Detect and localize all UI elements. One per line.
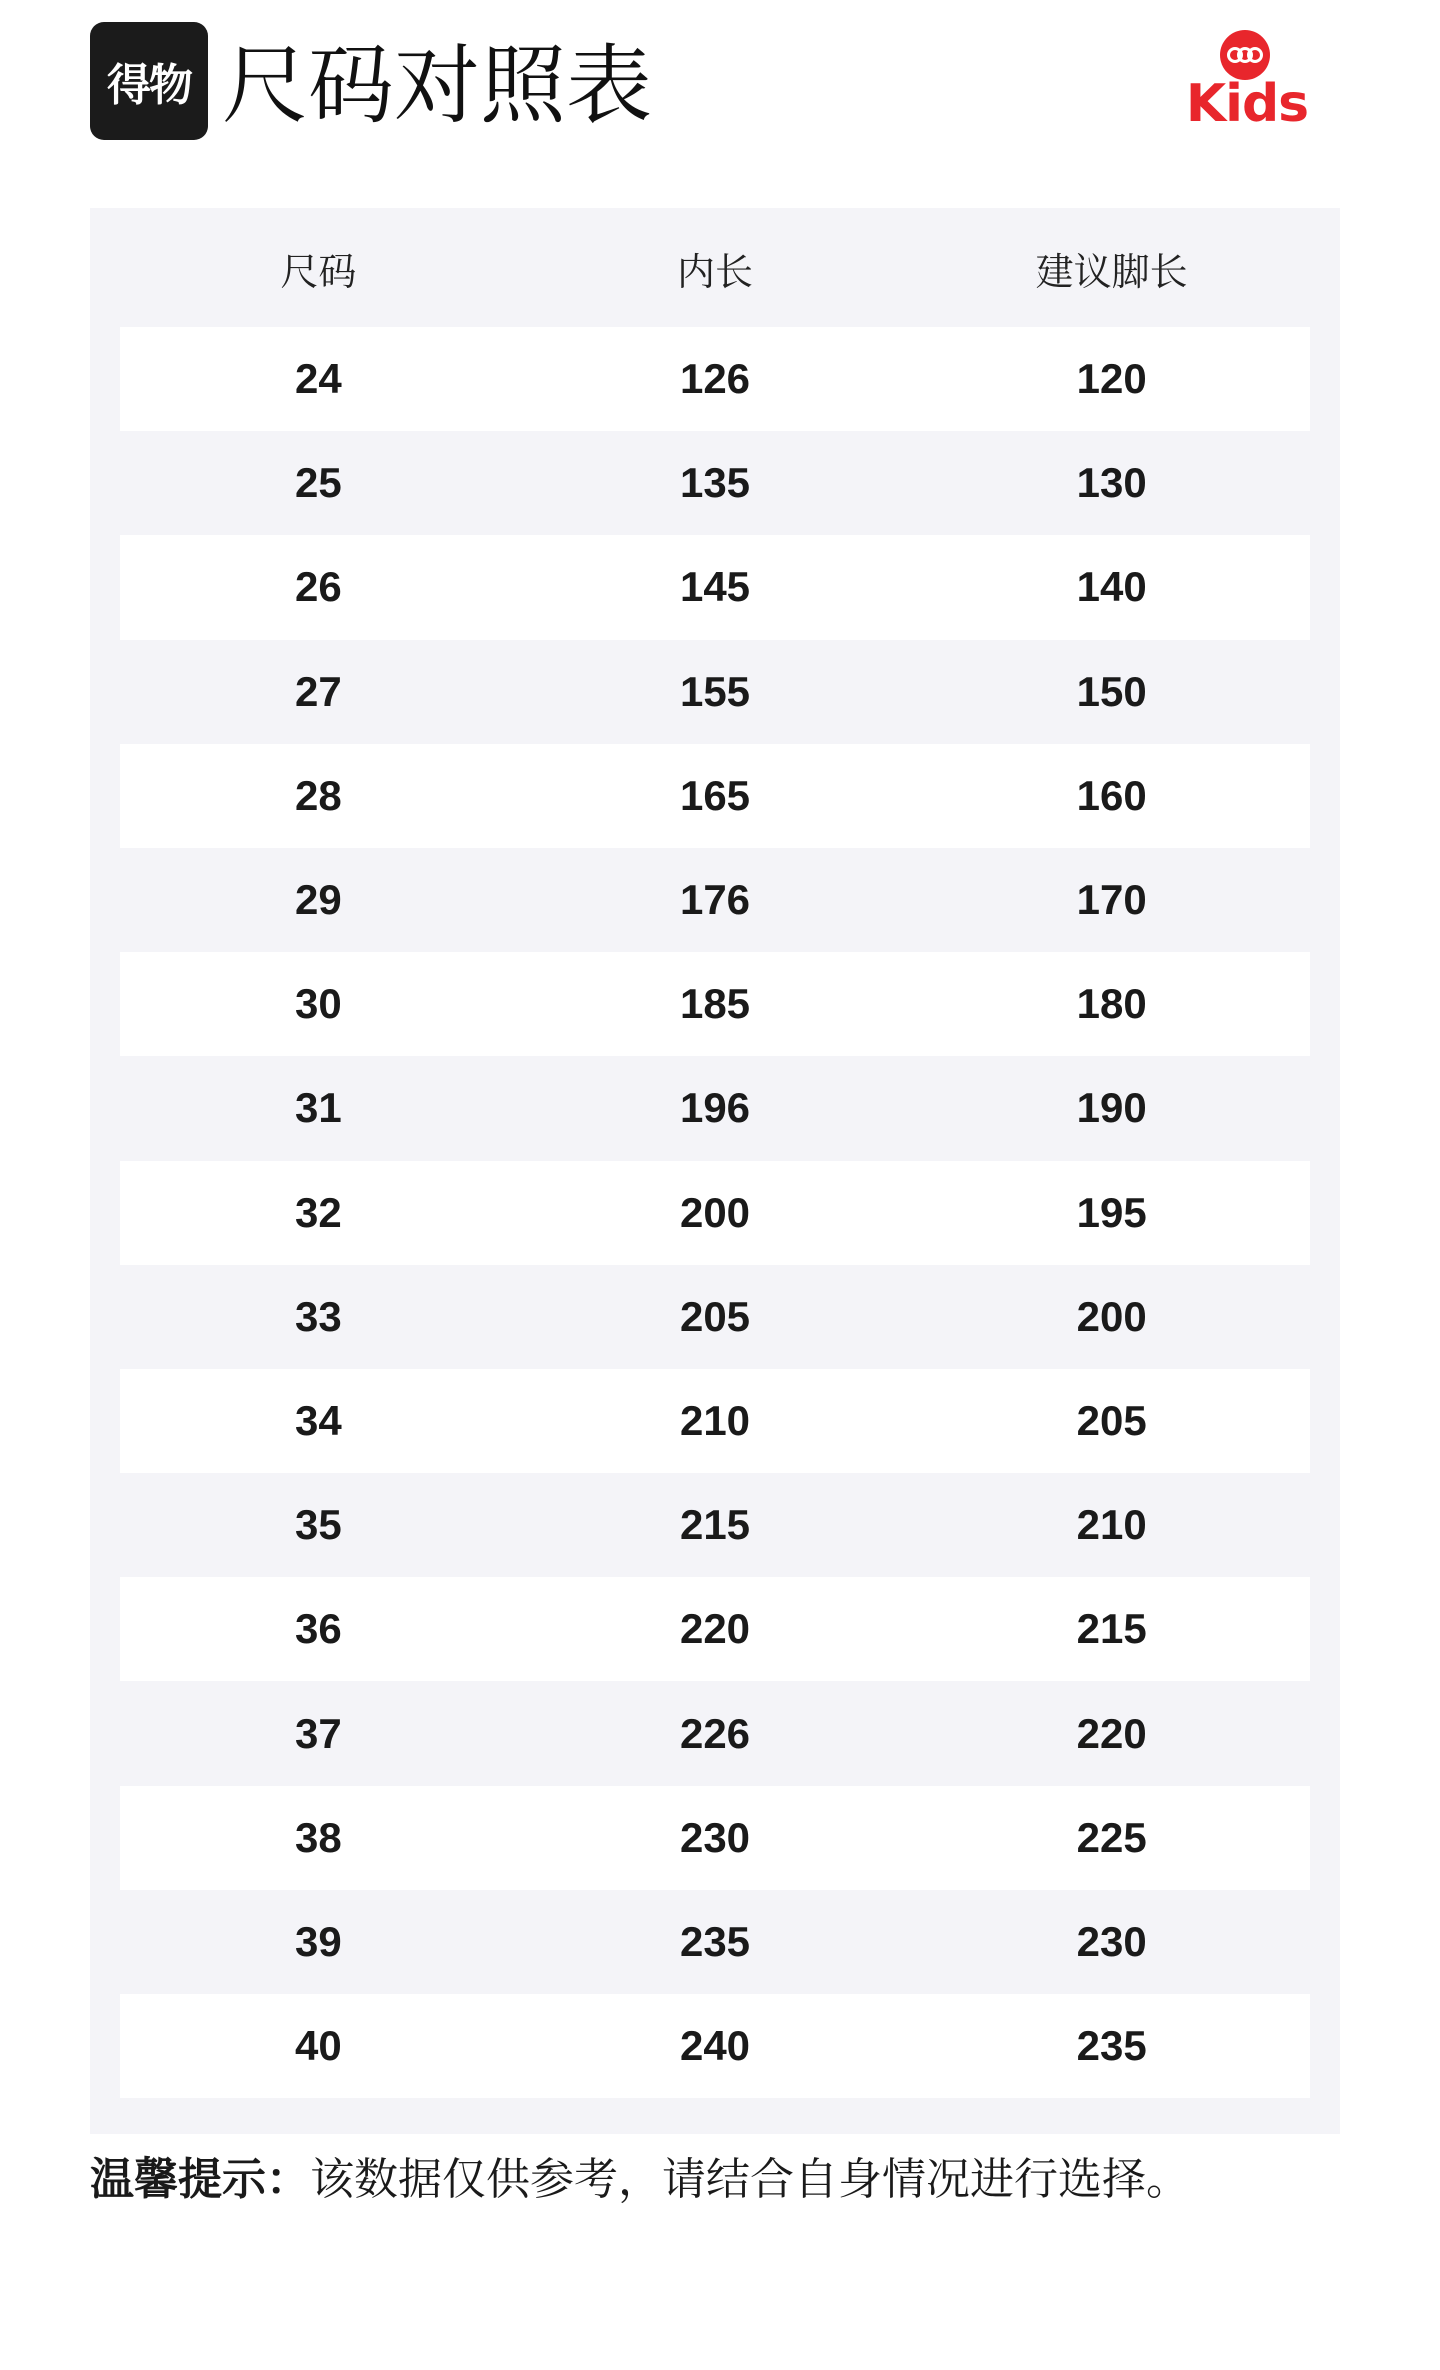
cell-size: 30 [294,980,342,1028]
cell-inner-length: 196 [679,1084,751,1132]
table-row [120,1890,1310,1994]
cell-foot-length: 130 [1076,459,1147,507]
cell-foot-length: 170 [1076,876,1147,924]
cell-size: 37 [294,1709,342,1757]
cell-size: 24 [294,355,342,403]
column-header-size: 尺码 [280,249,357,294]
cell-foot-length: 200 [1076,1292,1147,1340]
table-header [120,208,1310,328]
tip-text: 该数据仅供参考，请结合自身情况进行选择。 [310,2154,1190,2205]
cell-foot-length: 190 [1076,1084,1147,1132]
cell-size: 28 [294,771,342,819]
cell-foot-length: 205 [1076,1396,1147,1444]
table-row [120,1056,1310,1160]
brand-logo [90,22,208,140]
table-row [120,744,1310,848]
cell-foot-length: 150 [1076,667,1147,715]
cell-size: 25 [294,459,342,507]
cell-size: 35 [294,1501,342,1549]
cell-size: 27 [294,667,342,715]
cell-inner-length: 215 [679,1501,751,1549]
column-header-foot-length: 建议脚长 [1035,249,1188,294]
cell-inner-length: 145 [679,563,751,611]
cell-foot-length: 220 [1076,1709,1147,1757]
table-row [120,535,1310,639]
cell-foot-length: 140 [1076,563,1147,611]
cell-foot-length: 230 [1076,1917,1147,1965]
page-title: 尺码对照表 [222,36,652,136]
table-row [120,431,1310,535]
cell-inner-length: 210 [679,1396,751,1444]
kids-logo [1182,30,1312,150]
cell-inner-length: 176 [679,876,751,924]
cell-inner-length: 155 [679,667,751,715]
brand-logo-text: 得物 [107,60,191,111]
table-row [120,1473,1310,1577]
tip-note [90,2150,1190,2210]
cell-foot-length: 210 [1076,1501,1147,1549]
cell-inner-length: 135 [679,459,751,507]
tip-label: 温馨提示： [90,2154,310,2205]
size-chart-table [90,208,1340,2134]
cell-inner-length: 205 [679,1292,751,1340]
table-row [120,327,1310,431]
cell-foot-length: 235 [1076,2022,1147,2070]
cell-inner-length: 220 [679,1605,751,1653]
abc-badge-icon [1220,30,1270,80]
cell-foot-length: 180 [1076,980,1147,1028]
cell-inner-length: 165 [679,771,751,819]
cell-inner-length: 200 [679,1188,751,1236]
cell-inner-length: 126 [679,355,751,403]
cell-size: 31 [294,1084,342,1132]
cell-foot-length: 120 [1076,355,1147,403]
table-row [120,848,1310,952]
cell-size: 26 [294,563,342,611]
table-row [120,1994,1310,2098]
cell-size: 29 [294,876,342,924]
table-row [120,1369,1310,1473]
cell-inner-length: 240 [679,2022,751,2070]
cell-inner-length: 185 [679,980,751,1028]
cell-size: 40 [294,2022,342,2070]
table-row [120,640,1310,744]
header [90,22,1350,152]
cell-inner-length: 230 [679,1813,751,1861]
table-row [120,1786,1310,1890]
cell-foot-length: 225 [1076,1813,1147,1861]
table-row [120,1681,1310,1785]
table-row [120,952,1310,1056]
cell-size: 39 [294,1917,342,1965]
cell-foot-length: 160 [1076,771,1147,819]
column-header-inner-length: 内长 [677,249,754,294]
cell-inner-length: 235 [679,1917,751,1965]
table-row [120,1161,1310,1265]
cell-size: 36 [294,1605,342,1653]
cell-size: 34 [294,1396,342,1444]
cell-size: 32 [294,1188,342,1236]
table-body [120,327,1310,2098]
kids-logo-text: Kids [1185,74,1309,134]
cell-size: 38 [294,1813,342,1861]
table-row [120,1265,1310,1369]
cell-size: 33 [294,1292,342,1340]
cell-foot-length: 215 [1076,1605,1147,1653]
cell-inner-length: 226 [679,1709,751,1757]
table-row [120,1577,1310,1681]
cell-foot-length: 195 [1076,1188,1147,1236]
